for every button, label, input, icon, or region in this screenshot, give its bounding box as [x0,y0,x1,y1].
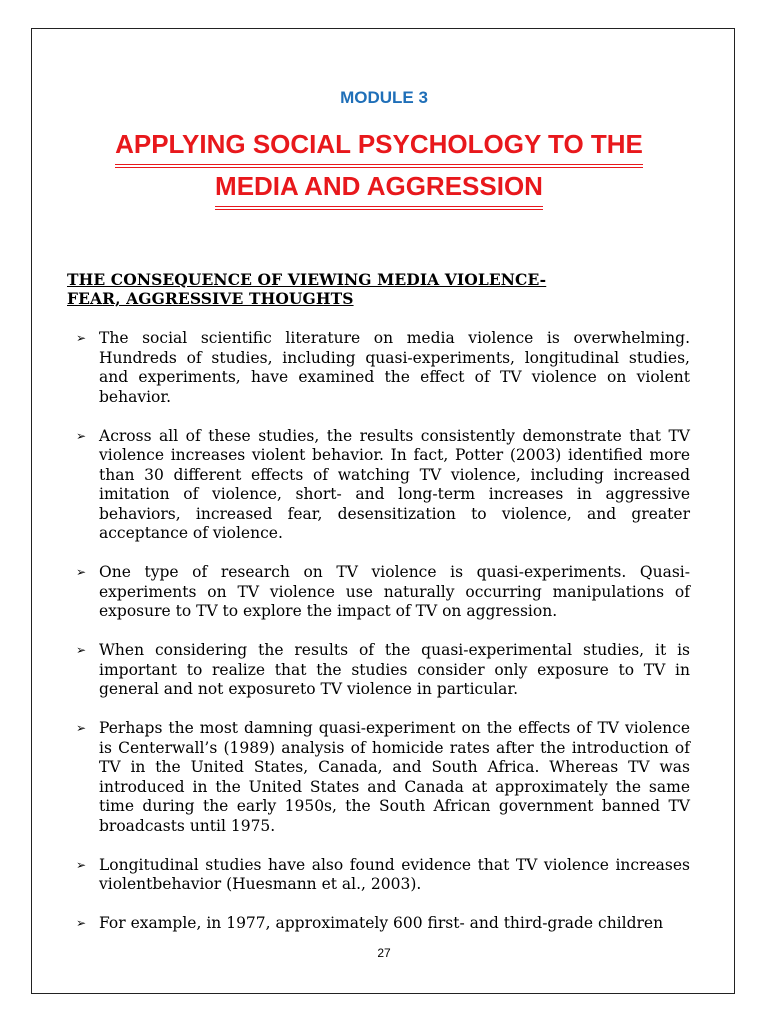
page-number: 27 [377,946,391,960]
bullet-item [74,914,690,934]
bullet-text: The social scientific literature on media violence is overwhelming. Hundreds of studies, including quasi-experiments, longitudinal studies, and experiments, have examined the effect of TV violence on violent behavior. [99,329,690,406]
bullet-list [74,329,690,953]
section-heading-line-2: FEAR, AGGRESSIVE THOUGHTS [67,289,354,308]
bullet-item [74,329,690,407]
section-heading-line-1: THE CONSEQUENCE OF VIEWING MEDIA VIOLENCE- [67,270,547,289]
section-heading [67,270,677,308]
arrowhead-bullet-icon: ➢ [76,916,87,930]
page-title [80,126,678,210]
bullet-text: For example, in 1977, approximately 600 first- and third-grade children [99,914,664,932]
arrowhead-bullet-icon: ➢ [76,331,87,345]
bullet-text: Longitudinal studies have also found evidence that TV violence increases violentbehavior (Huesmann et al., 2003). [99,855,690,893]
arrowhead-bullet-icon: ➢ [76,428,87,443]
bullet-item [74,719,690,836]
arrowhead-bullet-icon: ➢ [76,721,87,735]
bullet-item [74,563,690,622]
bullet-text: When considering the results of the quasi-experimental studies, it is important to realize that the studies consider only exposure to TV in general and not exposureto TV violence in particular. [99,641,690,698]
bullet-item [74,856,690,895]
title-line-1: APPLYING SOCIAL PSYCHOLOGY TO THE [115,126,643,168]
bullet-text: Perhaps the most damning quasi-experiment on the effects of TV violence is Centerwall’s (1989) analysis of homicide rates after the introduction of TV in the United States, Canada, and South Africa. Whereas TV was introduced in the United States and Canada at approximately the same time during the early 1950s, the South African government banned TV broadcasts until 1975. [99,719,690,835]
bullet-text: Across all of these studies, the results consistently demonstrate that TV violence increases violent behavior. In fact, Potter (2003) identified more than 30 different effects of watching TV violence, including increased imitation of violence, short- and long-term increases in aggressive behaviors, increased fear, desensitization to violence, and greater acceptance of violence. [99,426,690,542]
arrowhead-bullet-icon: ➢ [76,565,87,579]
arrowhead-bullet-icon: ➢ [76,857,87,872]
bullet-item [74,427,690,544]
bullet-item [74,641,690,700]
title-line-2: MEDIA AND AGGRESSION [215,168,543,210]
bullet-text: One type of research on TV violence is quasi-experiments. Quasi-experiments on TV violence use naturally occurring manipulations of exposure to TV to explore the impact of TV on aggression. [99,563,690,620]
arrowhead-bullet-icon: ➢ [76,643,87,657]
module-label: MODULE 3 [340,88,428,107]
